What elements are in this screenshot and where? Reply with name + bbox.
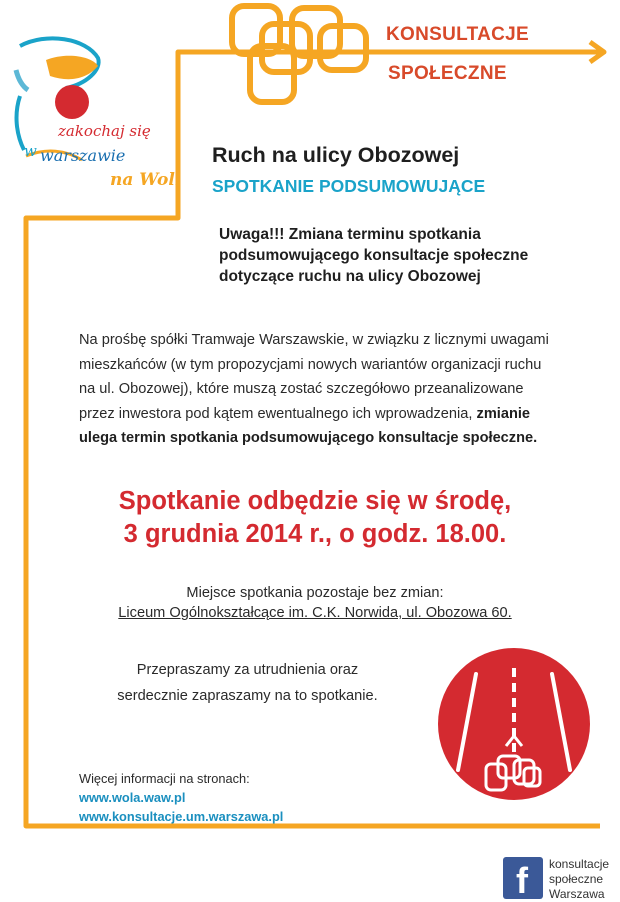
apology-text: [75, 657, 420, 709]
fb-line1: konsultacje: [549, 857, 610, 871]
page-subtitle: SPOTKANIE PODSUMOWUJĄCE: [212, 176, 486, 196]
meeting-line1: Spotkanie odbędzie się w środę,: [118, 487, 512, 515]
fb-line2: społeczne: [549, 872, 604, 886]
logo-text-1: zakochaj się: [58, 122, 151, 140]
facebook-icon[interactable]: [503, 857, 543, 899]
notice-text: Uwaga!!! Zmiana terminu spotkania podsumowującego konsultacje społeczne dotyczące ruchu na ulicy Obozowej: [219, 226, 529, 285]
brand-line2: SPOŁECZNE: [388, 63, 507, 84]
facebook-label: [549, 857, 609, 902]
body-text: Na prośbę spółki Tramwaje Warszawskie, w związku z licznymi uwagami mieszkańców (w tym propozycjami nowych wariantów organizacji ruchu na ul. Obozowej), które muszą zostać szczegółowo przeanalizowane przez inwestora pod kątem ewentualnego ich wprowadzenia,: [79, 332, 549, 422]
page-title: Ruch na ulicy Obozowej: [212, 143, 460, 167]
more-info: [79, 769, 283, 826]
facebook-letter: f: [516, 860, 528, 901]
logo-text-2: w: [24, 142, 37, 160]
more-info-label: Więcej informacji na stronach:: [79, 771, 250, 786]
body-paragraph: [79, 328, 559, 451]
link-konsultacje[interactable]: www.konsultacje.um.warszawa.pl: [79, 809, 284, 824]
apology-line1: Przepraszamy za utrudnienia oraz: [136, 662, 359, 678]
link-wola[interactable]: www.wola.waw.pl: [79, 790, 186, 805]
road-icon: [436, 646, 592, 802]
body-bold: zmianie ulega termin spotkania podsumowującego konsultacje społeczne.: [79, 405, 538, 446]
apology-line2: serdecznie zapraszamy na to spotkanie.: [117, 688, 378, 704]
place-intro: Miejsce spotkania pozostaje bez zmian:: [186, 585, 444, 601]
brand-line1: KONSULTACJE: [386, 24, 529, 45]
meeting-place: [40, 583, 590, 623]
wola-logo: [6, 30, 206, 200]
meeting-announcement: [40, 485, 590, 551]
meeting-line2: 3 grudnia 2014 r., o godz. 18.00.: [123, 520, 507, 548]
place-address: Liceum Ogólnokształcące im. C.K. Norwida, ul. Obozowa 60.: [118, 605, 512, 621]
logo-text-4: na Woli: [110, 170, 182, 190]
logo-text-3: warszawie: [40, 146, 126, 165]
fb-line3: Warszawa: [549, 887, 605, 901]
